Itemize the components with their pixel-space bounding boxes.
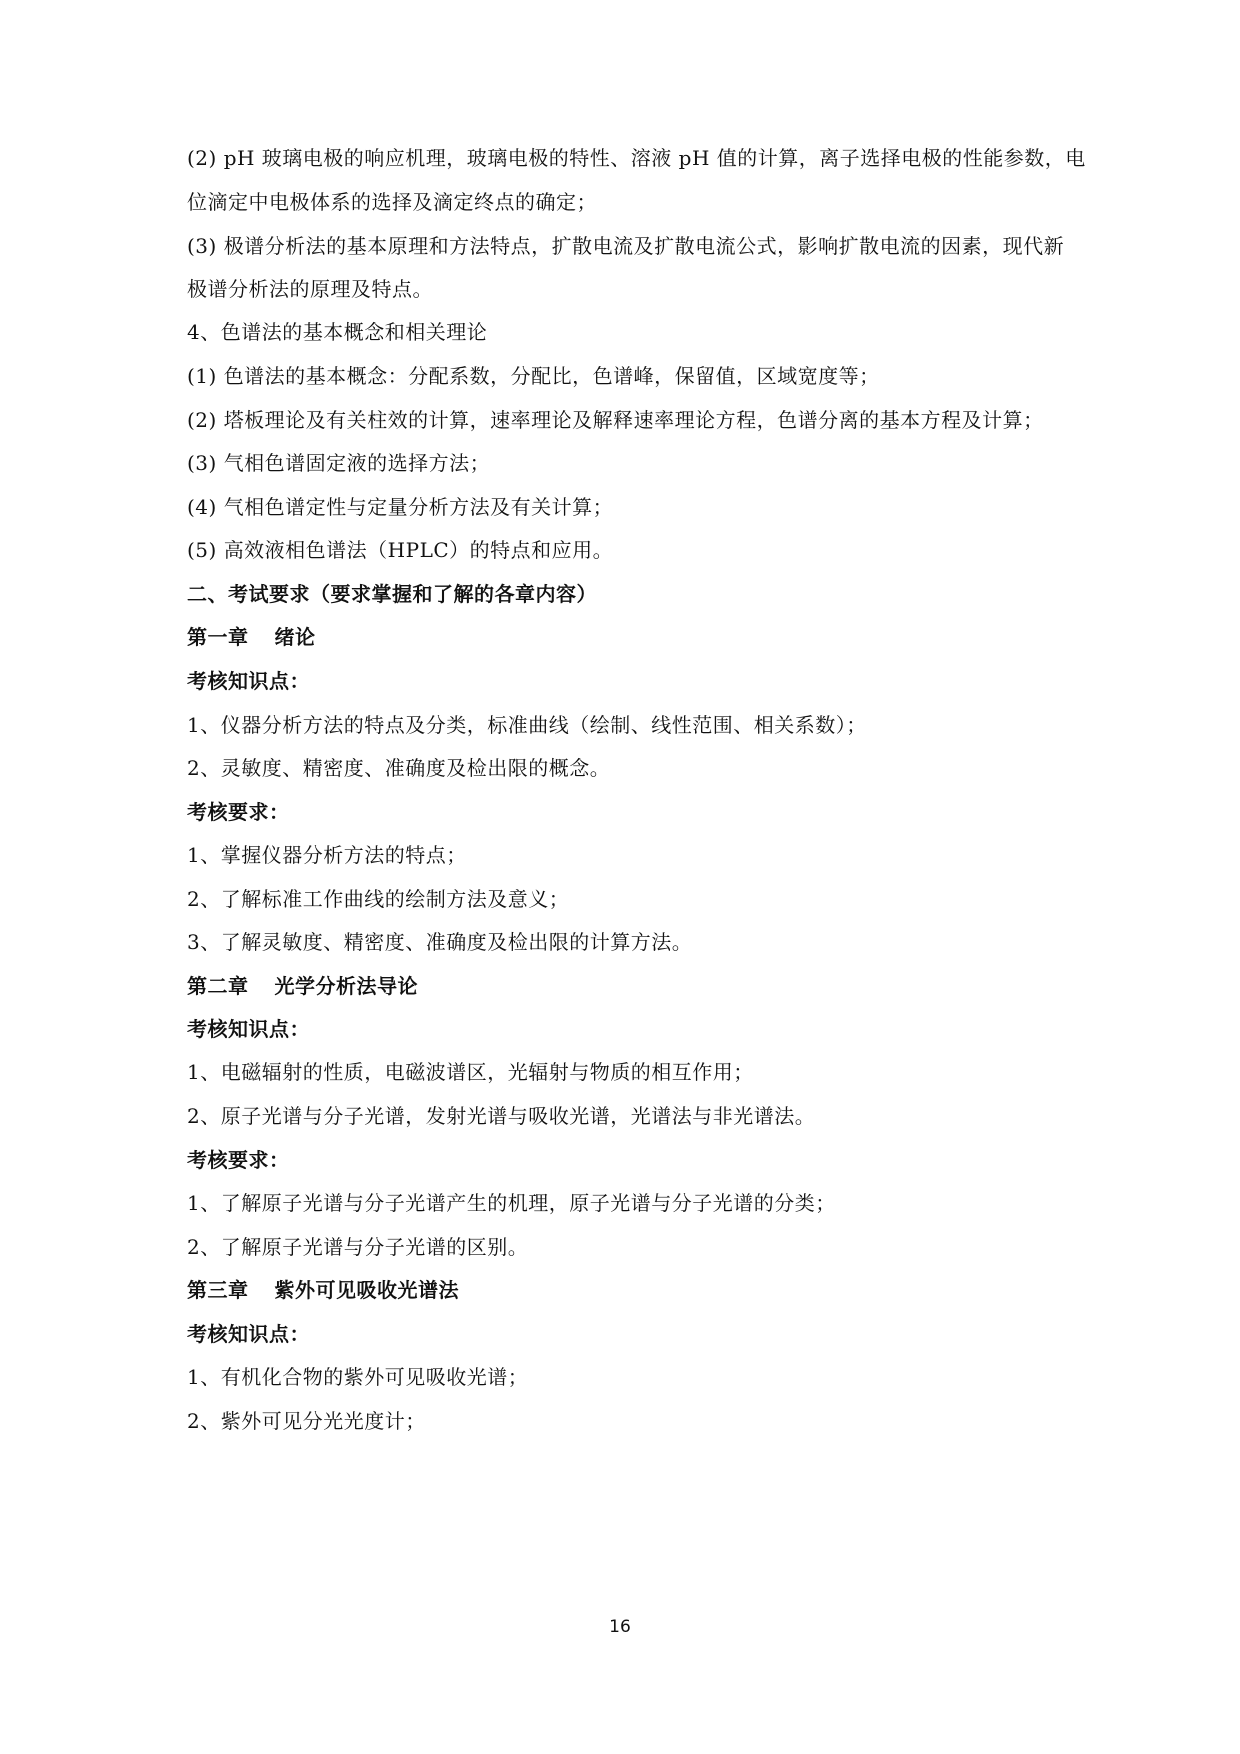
chapter-number: 第二章	[187, 974, 249, 998]
section-subheading: 4、色谱法的基本概念和相关理论	[187, 320, 488, 344]
list-item: 1、有机化合物的紫外可见吸收光谱；	[187, 1365, 529, 1389]
list-item: 1、了解原子光谱与分子光谱产生的机理，原子光谱与分子光谱的分类；	[187, 1191, 836, 1215]
chapter-title: 绪论	[274, 625, 316, 649]
chapter-title: 光学分析法导论	[274, 974, 418, 998]
list-item: 2、原子光谱与分子光谱，发射光谱与吸收光谱，光谱法与非光谱法。	[187, 1104, 816, 1128]
chapter-title: 紫外可见吸收光谱法	[274, 1278, 459, 1302]
paragraph-line: (3) 气相色谱固定液的选择方法；	[187, 451, 491, 475]
knowledge-points-heading: 考核知识点：	[187, 669, 310, 693]
chapter-number: 第三章	[187, 1278, 249, 1302]
paragraph-line: (5) 高效液相色谱法（HPLC）的特点和应用。	[187, 538, 614, 562]
requirements-heading: 考核要求：	[187, 1148, 290, 1172]
chapter-number: 第一章	[187, 625, 249, 649]
paragraph-line: 极谱分析法的原理及特点。	[187, 277, 433, 301]
list-item: 2、紫外可见分光光度计；	[187, 1409, 426, 1433]
section-heading: 二、考试要求（要求掌握和了解的各章内容）	[187, 582, 597, 606]
list-item: 1、掌握仪器分析方法的特点；	[187, 843, 467, 867]
requirements-heading: 考核要求：	[187, 800, 290, 824]
page-number: 16	[609, 1617, 631, 1637]
chapter-heading	[187, 1277, 1067, 1303]
paragraph-line: (4) 气相色谱定性与定量分析方法及有关计算；	[187, 495, 614, 519]
list-item: 2、了解标准工作曲线的绘制方法及意义；	[187, 887, 570, 911]
paragraph-line: 位滴定中电极体系的选择及滴定终点的确定；	[187, 190, 597, 214]
chapter-heading	[187, 973, 1067, 999]
list-item: 2、了解原子光谱与分子光谱的区别。	[187, 1235, 529, 1259]
paragraph-line: (2) 塔板理论及有关柱效的计算，速率理论及解释速率理论方程，色谱分离的基本方程及计算；	[187, 408, 1044, 432]
list-item: 1、仪器分析方法的特点及分类，标准曲线（绘制、线性范围、相关系数）；	[187, 713, 867, 737]
list-item: 3、了解灵敏度、精密度、准确度及检出限的计算方法。	[187, 930, 693, 954]
list-item: 1、电磁辐射的性质，电磁波谱区，光辐射与物质的相互作用；	[187, 1060, 754, 1084]
knowledge-points-heading: 考核知识点：	[187, 1322, 310, 1346]
paragraph-line: (2) pH 玻璃电极的响应机理，玻璃电极的特性、溶液 pH 值的计算，离子选择电极的性能参数，电	[187, 146, 1086, 170]
paragraph-line: (1) 色谱法的基本概念：分配系数，分配比，色谱峰，保留值，区域宽度等；	[187, 364, 880, 388]
list-item: 2、灵敏度、精密度、准确度及检出限的概念。	[187, 756, 611, 780]
chapter-heading	[187, 624, 1067, 650]
paragraph-line: (3) 极谱分析法的基本原理和方法特点，扩散电流及扩散电流公式，影响扩散电流的因素，现代新	[187, 234, 1065, 258]
knowledge-points-heading: 考核知识点：	[187, 1017, 310, 1041]
